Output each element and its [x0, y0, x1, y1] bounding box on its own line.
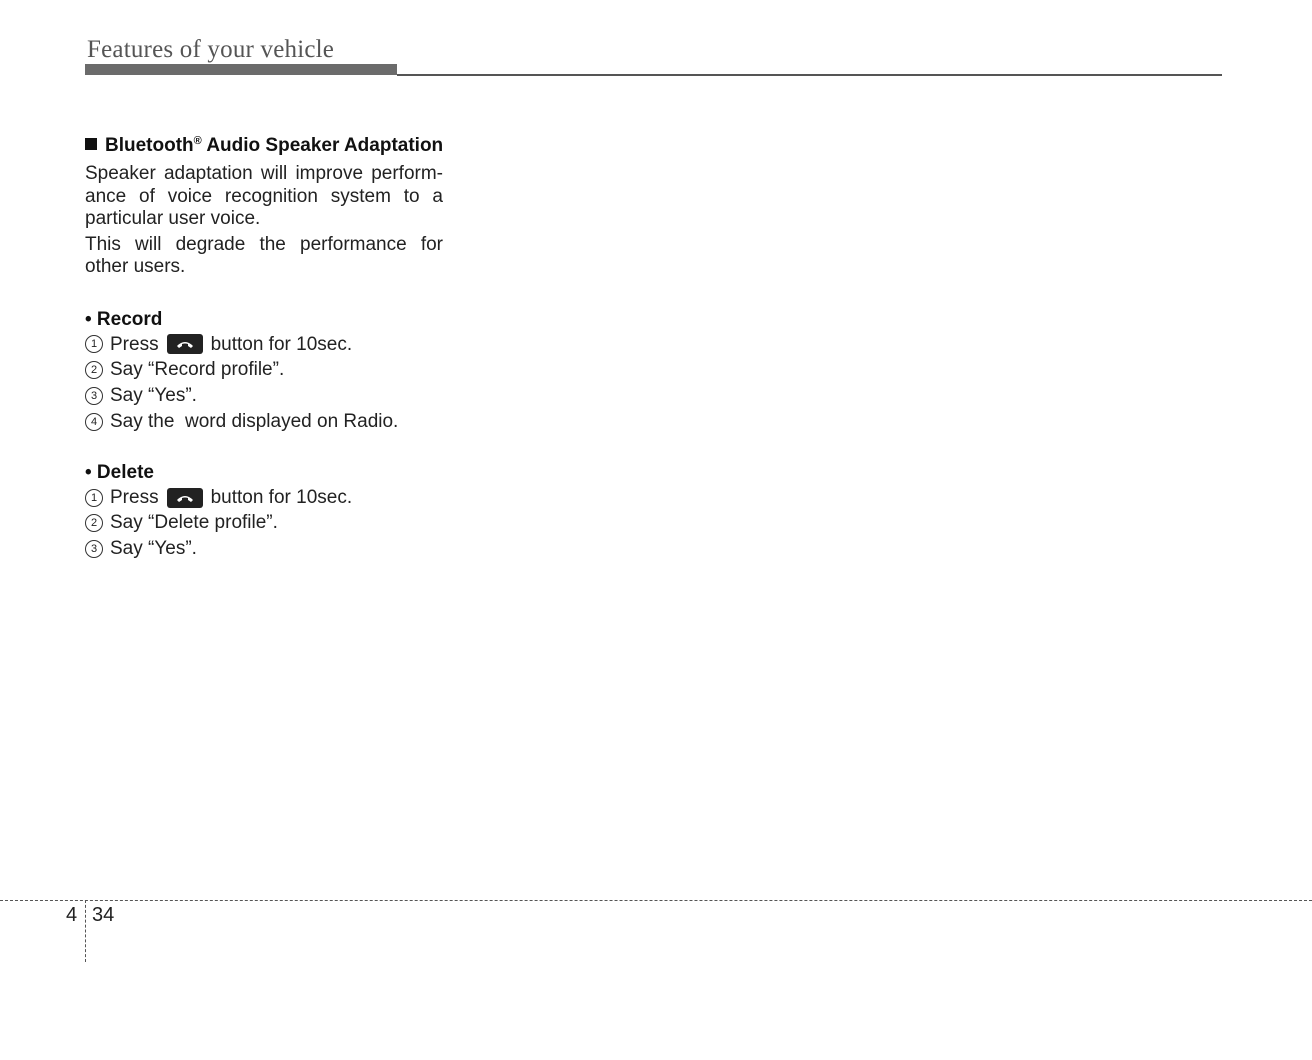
page-header-title: Features of your vehicle: [87, 36, 335, 63]
phone-end-icon: [167, 488, 203, 508]
main-content: [85, 134, 443, 562]
step-text-post: button for 10sec.: [210, 333, 353, 355]
record-step-1: [85, 332, 443, 358]
registered-mark: ®: [193, 135, 202, 147]
footer-dashed-rule: [0, 900, 1312, 901]
chapter-number: 4: [66, 904, 78, 926]
step-number: 2: [85, 361, 103, 379]
step-text: Say the word displayed on Radio.: [110, 410, 399, 432]
page-number: 34: [92, 904, 115, 926]
square-bullet-icon: [85, 138, 97, 150]
step-text: Say “Delete profile”.: [110, 512, 278, 534]
record-step-3: [85, 383, 443, 409]
section-heading-pre: Bluetooth: [105, 135, 194, 156]
step-text: Say “Yes”.: [110, 385, 197, 407]
step-number: 4: [85, 413, 103, 431]
step-number: 3: [85, 540, 103, 558]
step-text-post: button for 10sec.: [210, 486, 353, 508]
paragraph-degrade-note: This will degrade the performance for other users.: [85, 233, 443, 277]
section-heading-post: Audio Speaker Adaptation: [201, 135, 444, 156]
step-text-pre: Press: [110, 333, 159, 355]
step-text: Say “Yes”.: [110, 538, 197, 560]
step-text: Say “Record profile”.: [110, 359, 285, 381]
delete-heading: • Delete: [85, 461, 154, 483]
step-number: 2: [85, 514, 103, 532]
step-number: 1: [85, 489, 103, 507]
record-step-4: [85, 409, 443, 435]
step-number: 1: [85, 335, 103, 353]
record-step-2: [85, 357, 443, 383]
delete-step-2: [85, 510, 443, 536]
record-heading: • Record: [85, 308, 163, 330]
step-number: 3: [85, 387, 103, 405]
delete-step-1: [85, 485, 443, 511]
header-accent-bar: [85, 64, 397, 75]
section-heading: [85, 134, 443, 158]
paragraph-speaker-adaptation: Speaker adaptation will improve perform-ance of voice recognition system to a particular user voice.: [85, 163, 443, 229]
header-rule: [397, 74, 1222, 76]
step-text-pre: Press: [110, 486, 159, 508]
phone-end-icon: [167, 334, 203, 354]
footer-vertical-dashed-rule: [85, 900, 86, 962]
delete-step-3: [85, 536, 443, 562]
